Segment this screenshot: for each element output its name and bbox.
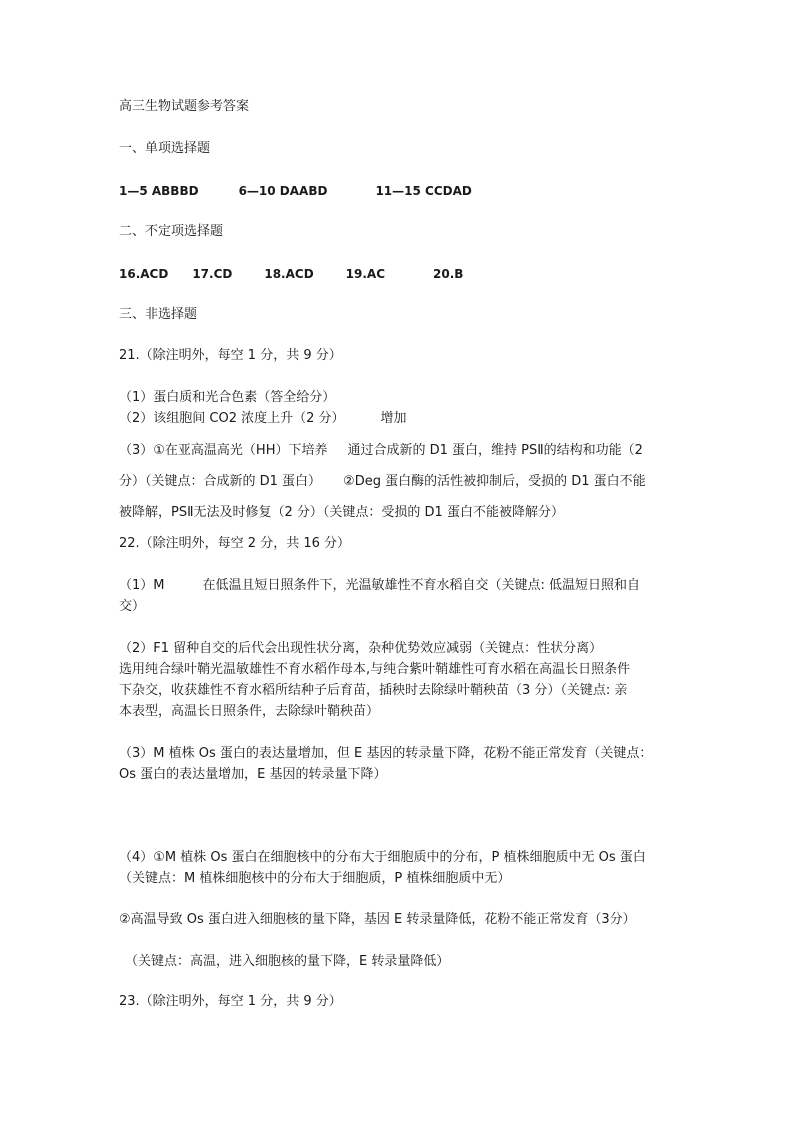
page-title: 高三生物试题参考答案 [119, 99, 250, 114]
q22-part2-line3: 下杂交，收获雄性不育水稻所结种子后育苗，插秧时去除绿叶鞘秧苗（3 分）（关键点: 亲 [119, 683, 628, 698]
q22-part3-line2: Os 蛋白的表达量增加，E 基因的转录量下降） [119, 767, 387, 782]
q22-part1-line1: （1）M 在低温且短日照条件下，光温敏雄性不育水稻自交（关键点: 低温短日照和自 [119, 578, 641, 593]
q22-part4-line3: ②高温导致 Os 蛋白进入细胞核的量下降，基因 E 转录量降低，花粉不能正常发育（3分） [119, 912, 636, 927]
section-heading-multiple-choice: 二、不定项选择题 [119, 224, 224, 239]
q22-part1-line2: 交） [119, 599, 146, 614]
answer-item: 19.AC [345, 267, 386, 281]
q22-part2-line1: （2）F1 留种自交的后代会出现性状分离，杂种优势效应减弱（关键点：性状分离） [119, 641, 603, 656]
q22-part4-line2: （关键点：M 植株细胞核中的分布大于细胞质，P 植株细胞质中无） [119, 871, 511, 886]
q22-part4-line1: （4）①M 植株 Os 蛋白在细胞核中的分布大于细胞质中的分布，P 植株细胞质中无 Os 蛋白 [119, 850, 646, 865]
answer-group: 11—15 CCDAD [375, 184, 472, 198]
q22-part2-line4: 本表型，高温长日照条件，去除绿叶鞘秧苗） [119, 704, 380, 719]
q22-part2-line2: 选用纯合绿叶鞘光温敏雄性不育水稻作母本,与纯合紫叶鞘雄性可育水稻在高温长日照条件 [119, 662, 631, 677]
q21-header: 21.（除注明外，每空 1 分，共 9 分） [119, 348, 342, 363]
q22-part4-line4: （关键点：高温，进入细胞核的量下降，E 转录量降低） [125, 954, 450, 969]
q22-header: 22.（除注明外，每空 2 分，共 16 分） [119, 536, 351, 551]
answer-item: 20.B [433, 267, 464, 281]
answer-item: 16.ACD [119, 267, 169, 281]
answer-group: 6—10 DAABD [238, 184, 328, 198]
answer-item: 18.ACD [264, 267, 314, 281]
q23-header: 23.（除注明外，每空 1 分，共 9 分） [119, 994, 342, 1009]
answer-group: 1—5 ABBBD [119, 184, 199, 198]
q21-part2: （2）该组胞间 CO2 浓度上升（2 分） 增加 [119, 411, 407, 426]
answer-item: 17.CD [192, 267, 233, 281]
q21-part3-line3: 被降解，PSⅡ无法及时修复（2 分）（关键点：受损的 D1 蛋白不能被降解分） [119, 505, 564, 520]
answers-single-choice [119, 181, 472, 201]
answers-multiple-choice [119, 264, 463, 284]
section-heading-non-choice: 三、非选择题 [119, 307, 198, 322]
q21-part3-line2: 分）（关键点：合成新的 D1 蛋白） ②Deg 蛋白酶的活性被抑制后，受损的 D1 蛋白不能 [119, 474, 646, 489]
section-heading-single-choice: 一、单项选择题 [119, 141, 211, 156]
q22-part3-line1: （3）M 植株 Os 蛋白的表达量增加，但 E 基因的转录量下降，花粉不能正常发育（关键点： [119, 746, 653, 761]
q21-part1: （1）蛋白质和光合色素（答全给分） [119, 390, 336, 405]
q21-part3-line1: （3）①在亚高温高光（HH）下培养 通过合成新的 D1 蛋白，维持 PSⅡ的结构和功能（2 [119, 443, 643, 458]
